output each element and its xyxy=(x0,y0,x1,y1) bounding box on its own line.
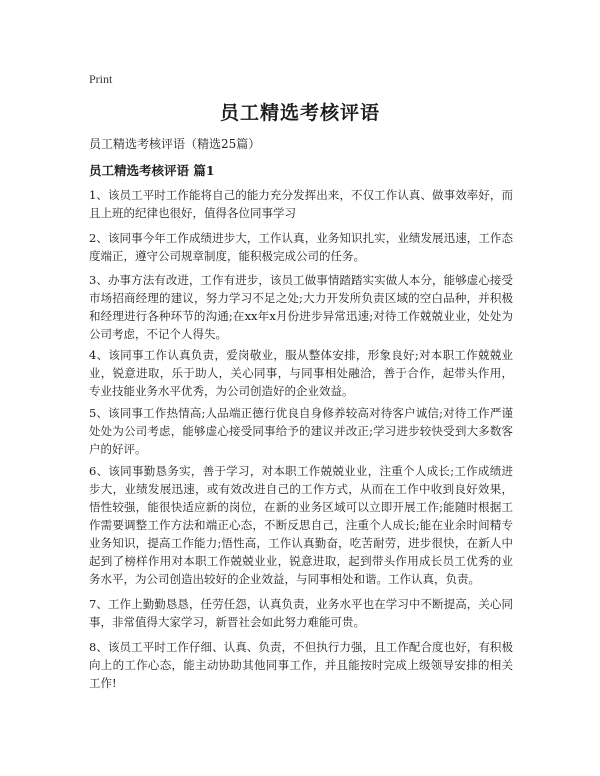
page-title: 员工精选考核评语 xyxy=(219,102,380,124)
paragraph-4: 4、该同事工作认真负责，爱岗敬业，服从整体安排，形象良好;对本职工作兢兢业业，锐意进取，乐于助人，关心同事，与同事相处融洽，善于合作，起带头作用，专业技能业务水平优秀，为公司创造好的企业效益。 xyxy=(89,348,513,398)
section-heading: 员工精选考核评语 篇1 xyxy=(89,163,215,178)
paragraph-1: 1、该员工平时工作能将自己的能力充分发挥出来，不仅工作认真、做事效率好，而且上班的纪律也很好，值得各位同事学习 xyxy=(89,188,513,220)
paragraph-6: 6、该同事勤恳务实，善于学习，对本职工作兢兢业业，注重个人成长;工作成绩进步大，业绩发展迅速，或有效改进自己的工作方式，从而在工作中收到良好效果，悟性较强，能很快适应新的岗位，在新的业务区域可以立即开展工作;能随时根据工作需要调整工作方法和端正心态，不断反思自己，注重个人成长;能在业余时间精专业务知识，提高工作能力;悟性高，工作认真勤奋，吃苦耐劳，进步很快，在新人中起到了榜样作用对本职工作兢兢业业，锐意进取，起到带头作用成长员工优秀的业务水平，为公司创造出较好的企业效益，与同事相处和谐。工作认真，负责。 xyxy=(89,464,513,586)
paragraph-2: 2、该同事今年工作成绩进步大，工作认真，业务知识扎实，业绩发展迅速，工作态度端正，遵守公司规章制度，能积极完成公司的任务。 xyxy=(89,231,513,263)
print-label: Print xyxy=(89,72,113,86)
paragraph-5: 5、该同事工作热情高;人品端正德行优良自身修养较高对待客户诚信;对待工作严谨处处为公司考虑，能够虚心接受同事给予的建议并改正;学习进步较快受到大多数客户的好评。 xyxy=(89,406,513,456)
document-subtitle: 员工精选考核评语（精选25篇） xyxy=(89,137,261,151)
paragraph-7: 7、工作上勤勤恳恳，任劳任怨，认真负责，业务水平也在学习中不断提高，关心同事，非常值得大家学习，新晋社会如此努力难能可贵。 xyxy=(89,597,513,629)
paragraph-3: 3、办事方法有改进，工作有进步，该员工做事情踏踏实实做人本分，能够虚心接受市场招商经理的建议，努力学习不足之处;大力开发所负责区域的空白品种，并积极和经理进行各种环节的沟通;在xx年x月份进步异常迅速;对待工作兢兢业业，处处为公司考虑，不记个人得失。 xyxy=(89,273,513,341)
paragraph-8: 8、该员工平时工作仔细、认真、负责，不但执行力强，且工作配合度也好，有积极向上的工作心态，能主动协助其他同事工作，并且能按时完成上级领导安排的相关工作! xyxy=(89,640,513,690)
